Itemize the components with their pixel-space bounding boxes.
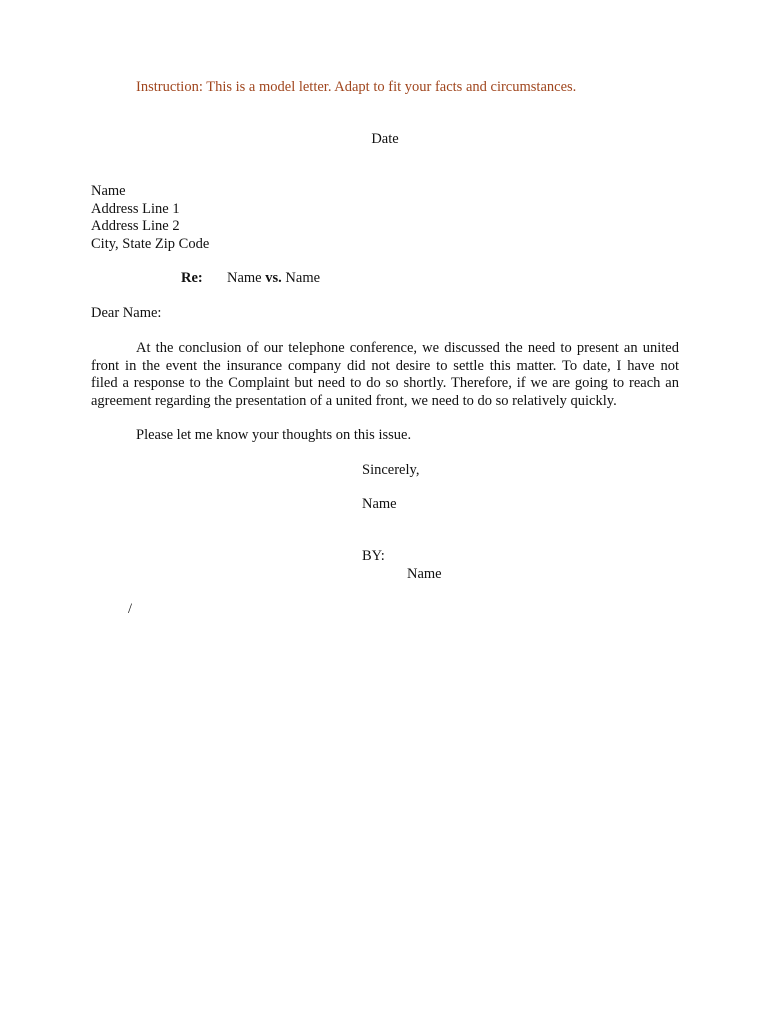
re-party-2: Name (285, 270, 321, 286)
closing-salutation: Sincerely, (362, 462, 420, 478)
re-line (181, 270, 320, 288)
body-line: agreement regarding the presentation of a united front, we need to do so relatively quickly. (91, 392, 617, 409)
body-line: filed a response to the Complaint but need to do so shortly. Therefore, if we are going to reach an (91, 375, 679, 391)
re-party-1: Name (227, 270, 262, 286)
recipient-address-block (91, 183, 209, 253)
body-line: front in the event the insurance company did not desire to settle this matter. To date, I have not (91, 357, 679, 374)
closing-paragraph: Please let me know your thoughts on this issue. (136, 427, 412, 443)
re-label: Re: (181, 270, 203, 286)
recipient-city-state-zip: City, State Zip Code (91, 235, 210, 252)
footer-mark: / (128, 601, 133, 617)
salutation: Dear Name: (91, 305, 162, 321)
letter-date: Date (371, 131, 399, 147)
recipient-name: Name (91, 183, 126, 199)
body-paragraph (91, 340, 679, 410)
by-name: Name (407, 566, 442, 582)
by-label: BY: (362, 548, 385, 564)
body-line: At the conclusion of our telephone conference, we discussed the need to present an united (136, 340, 679, 356)
recipient-address-line-1: Address Line 1 (91, 200, 180, 217)
recipient-address-line-2: Address Line 2 (91, 218, 180, 234)
signature-name: Name (362, 496, 397, 512)
instruction-note: Instruction: This is a model letter. Adapt to fit your facts and circumstances. (136, 79, 577, 95)
re-vs: vs. (265, 270, 282, 286)
